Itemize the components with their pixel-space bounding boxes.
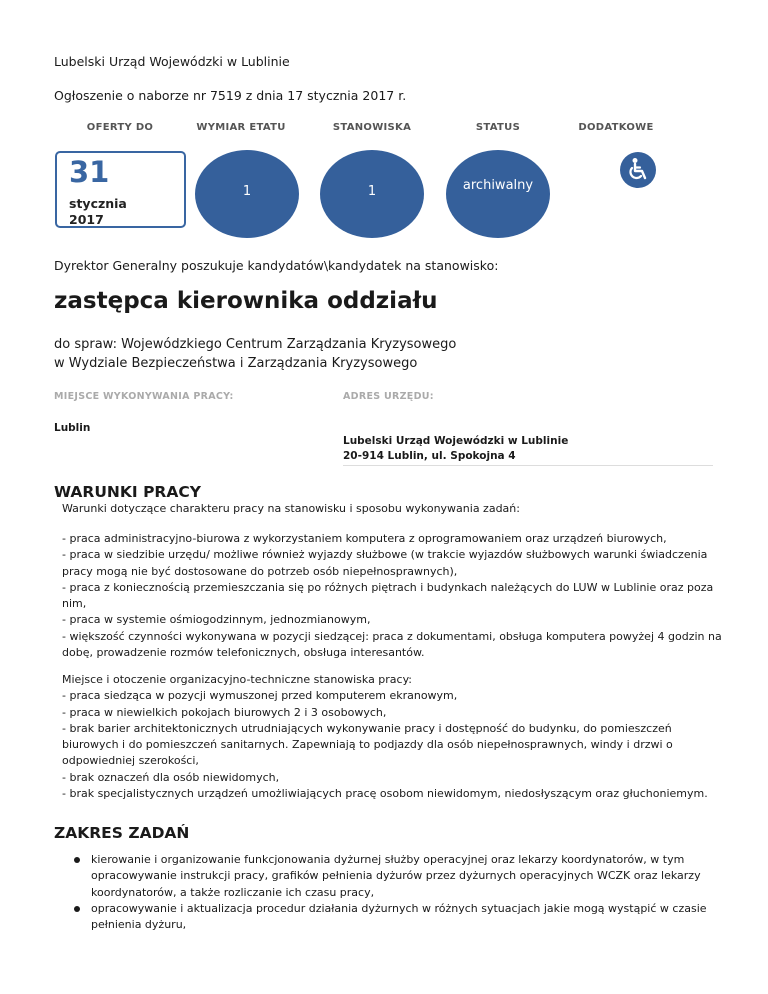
wheelchair-icon xyxy=(620,152,656,188)
tasks-heading: ZAKRES ZADAŃ xyxy=(54,824,190,842)
positions-value: 1 xyxy=(367,184,377,199)
department-line-2: w Wydziale Bezpieczeństwa i Zarządzania Kryzysowego xyxy=(54,356,418,371)
list-item: - praca z koniecznością przemieszczania się po różnych piętrach i budynkach należących do LUW w Lublinie oraz poza nim, xyxy=(62,580,714,611)
hiring-intro: Dyrektor Generalny poszukuje kandydatów\kandydatek na stanowisko: xyxy=(54,258,499,273)
list-item: - praca w siedzibie urzędu/ możliwe również wyjazdy służbowe (w trakcie wyjazdów służbowych warunki świadczenia pracy mogą nie być dostosowane do potrzeb osób niepełnosprawnych), xyxy=(62,548,708,578)
deadline-date-box xyxy=(55,151,186,228)
conditions-list-2 xyxy=(62,672,722,802)
list-item: - większość czynności wykonywana w pozycji siedzącej: praca z dokumentami, obsługa komputera powyżej 4 godzin na dobę, prowadzenie rozmów telefonicznych, obsługa interesantów. xyxy=(62,629,722,660)
header-wymiar-etatu: WYMIAR ETATU xyxy=(196,122,286,133)
list-item: kierowanie i organizowanie funkcjonowania dyżurnej służby operacyjnej oraz lekarzy koordynatorów, w tym opracowywanie instrukcji pracy, grafików pełnienia dyżurów przez dyżurnych operacyjnych WCZK oraz lekarzy koordynatorów, a także rozliczanie ich czasu pracy, xyxy=(70,852,722,901)
work-place-value: Lublin xyxy=(54,422,91,434)
status-badge xyxy=(446,150,550,238)
list-item: - praca w systemie ośmiogodzinnym, jednozmianowym, xyxy=(62,613,371,627)
deadline-day: 31 xyxy=(69,155,110,189)
status-value: archiwalny xyxy=(462,178,534,193)
list-item: - brak oznaczeń dla osób niewidomych, xyxy=(62,770,280,784)
conditions-heading: WARUNKI PRACY xyxy=(54,483,201,501)
deadline-month: stycznia xyxy=(69,196,127,211)
announcement-line: Ogłoszenie o naborze nr 7519 z dnia 17 stycznia 2017 r. xyxy=(54,88,407,103)
office-address-line-1: Lubelski Urząd Wojewódzki w Lublinie xyxy=(343,435,569,447)
department-line-1: do spraw: Wojewódzkiego Centrum Zarządzania Kryzysowego xyxy=(54,337,457,352)
conditions-intro: Warunki dotyczące charakteru pracy na stanowisku i sposobu wykonywania zadań: xyxy=(62,502,520,515)
list-item: opracowywanie i aktualizacja procedur działania dyżurnych w różnych sytuacjach jakie mogą wystąpić w czasie pełnienia dyżuru, xyxy=(70,901,722,934)
header-dodatkowe: DODATKOWE xyxy=(578,122,654,133)
list-item: - praca w niewielkich pokojach biurowych 2 i 3 osobowych, xyxy=(62,705,387,719)
header-status: STATUS xyxy=(475,122,521,133)
office-name: Lubelski Urząd Wojewódzki w Lublinie xyxy=(54,54,290,69)
list-item: - brak specjalistycznych urządzeń umożliwiających pracę osobom niewidomym, niedosłyszącym oraz głuchoniemym. xyxy=(62,787,708,801)
etat-value: 1 xyxy=(242,184,252,199)
divider xyxy=(343,465,713,466)
conditions-list-1 xyxy=(62,531,722,661)
work-place-label: MIEJSCE WYKONYWANIA PRACY: xyxy=(54,391,234,402)
list-item: - praca siedząca w pozycji wymuszonej przed komputerem ekranowym, xyxy=(62,689,458,703)
header-oferty-do: OFERTY DO xyxy=(86,122,154,133)
office-address-line-2: 20-914 Lublin, ul. Spokojna 4 xyxy=(343,450,516,462)
header-stanowiska: STANOWISKA xyxy=(332,122,412,133)
office-address-label: ADRES URZĘDU: xyxy=(343,391,434,402)
position-title: zastępca kierownika oddziału xyxy=(54,288,438,314)
tasks-list xyxy=(70,852,722,933)
deadline-year: 2017 xyxy=(69,212,104,227)
conditions-intro-2: Miejsce i otoczenie organizacyjno-techniczne stanowiska pracy: xyxy=(62,673,413,686)
positions-badge xyxy=(320,150,424,238)
etat-badge xyxy=(195,150,299,238)
list-item: - brak barier architektonicznych utrudniających wykonywanie pracy i dostępność do budynku, do pomieszczeń biurowych i do pomieszczeń sanitarnych. Zapewniają to podjazdy dla osób niepełnosprawnych, windy i drzwi o odpowiedniej szerokości, xyxy=(62,721,673,768)
list-item: - praca administracyjno-biurowa z wykorzystaniem komputera z oprogramowaniem oraz urządzeń biurowych, xyxy=(62,532,667,545)
